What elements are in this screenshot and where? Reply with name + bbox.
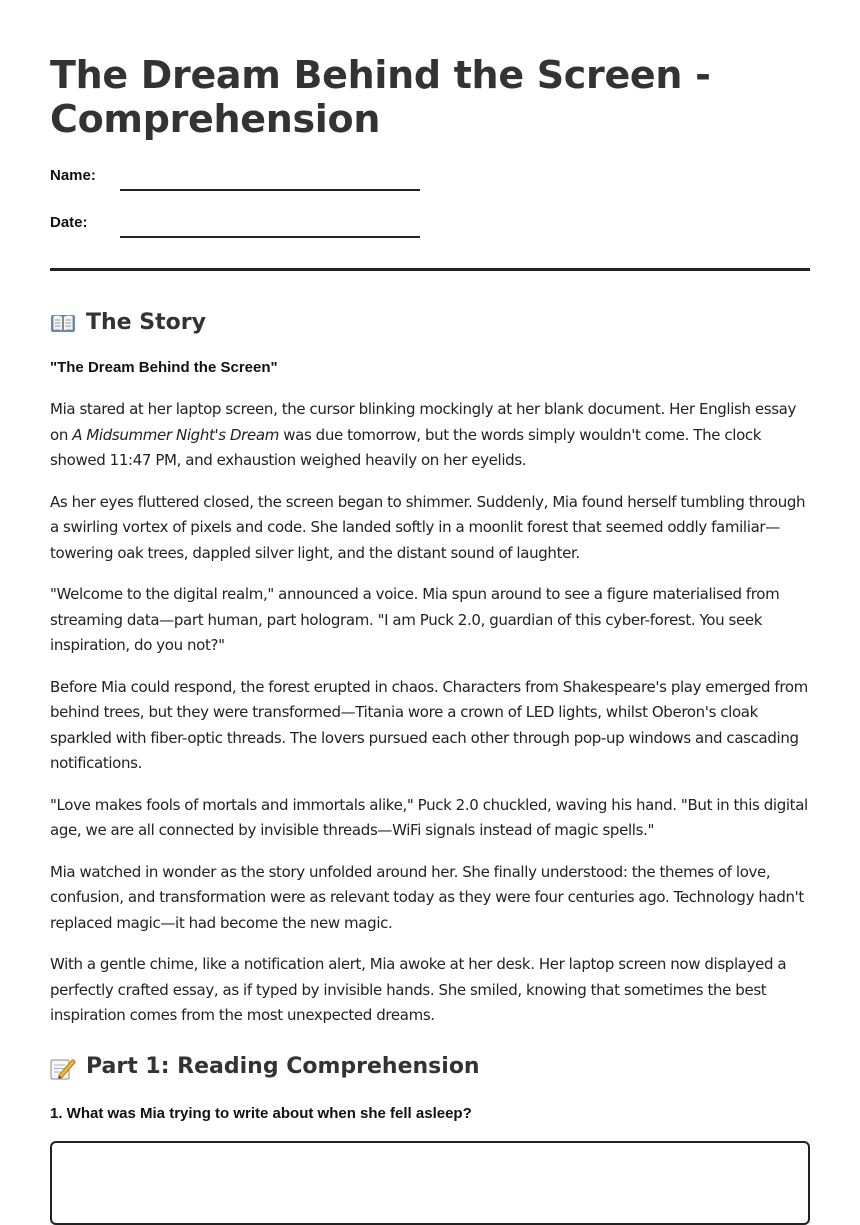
story-paragraph-1 xyxy=(50,397,810,474)
story-paragraph-1-after: was due tomorrow, but the words simply wouldn't come. The clock showed 11:47 PM, and exhaustion weighed heavily on her eyelids. xyxy=(50,425,762,469)
header-divider xyxy=(50,268,810,271)
worksheet-page xyxy=(50,0,810,1225)
page-title: The Dream Behind the Screen - Comprehension xyxy=(50,53,711,141)
story-paragraph-2: As her eyes fluttered closed, the screen began to shimmer. Suddenly, Mia found herself tumbling through a swirling vortex of pixels and code. She landed softly in a moonlit forest that seemed oddly familiar—towering oak trees, dappled silver light, and the distant sound of laughter. xyxy=(50,492,806,562)
part1-heading xyxy=(50,1053,810,1081)
story-heading-text: The Story xyxy=(86,310,206,335)
date-input-line[interactable] xyxy=(120,236,420,238)
story-title: "The Dream Behind the Screen" xyxy=(50,359,278,376)
memo-pencil-icon xyxy=(50,1056,76,1078)
name-field-row xyxy=(50,165,810,185)
story-paragraph-6: Mia watched in wonder as the story unfolded around her. She finally understood: the themes of love, confusion, and transformation were as relevant today as they were four centuries ago. Technology hadn't replaced magic—it had become the new magic. xyxy=(50,862,804,932)
story-paragraph-4: Before Mia could respond, the forest erupted in chaos. Characters from Shakespeare's play emerged from behind trees, but they were transformed—Titania wore a crown of LED lights, whilst Oberon's cloak sparkled with fiber-optic threads. The lovers pursued each other through pop-up windows and cascading notifications. xyxy=(50,677,808,772)
story-paragraph-3: "Welcome to the digital realm," announced a voice. Mia spun around to see a figure materialised from streaming data—part human, part hologram. "I am Puck 2.0, guardian of this cyber-forest. You seek inspiration, do you not?" xyxy=(50,585,780,654)
open-book-icon xyxy=(50,312,76,334)
date-label: Date: xyxy=(50,214,88,231)
date-field-row xyxy=(50,212,810,232)
name-input-line[interactable] xyxy=(120,189,420,191)
answer-box-1[interactable] xyxy=(50,1141,810,1225)
part1-heading-text: Part 1: Reading Comprehension xyxy=(86,1053,480,1079)
question-1: 1. What was Mia trying to write about when she fell asleep? xyxy=(50,1104,472,1122)
story-paragraph-7: With a gentle chime, like a notification alert, Mia awoke at her desk. Her laptop screen now displayed a perfectly crafted essay, as if typed by invisible hands. She smiled, knowing that sometimes the best inspiration comes from the most unexpected dreams. xyxy=(50,955,787,1024)
play-title-italic: A Midsummer Night's Dream xyxy=(72,425,279,444)
name-label: Name: xyxy=(50,167,96,184)
story-paragraph-1-before: Mia stared at her laptop screen, the cursor blinking mockingly at her blank document. Her English essay on xyxy=(50,400,797,444)
story-heading xyxy=(50,309,810,337)
story-paragraph-5: "Love makes fools of mortals and immortals alike," Puck 2.0 chuckled, waving his hand. "But in this digital age, we are all connected by invisible threads—WiFi signals instead of magic spells." xyxy=(50,795,808,839)
